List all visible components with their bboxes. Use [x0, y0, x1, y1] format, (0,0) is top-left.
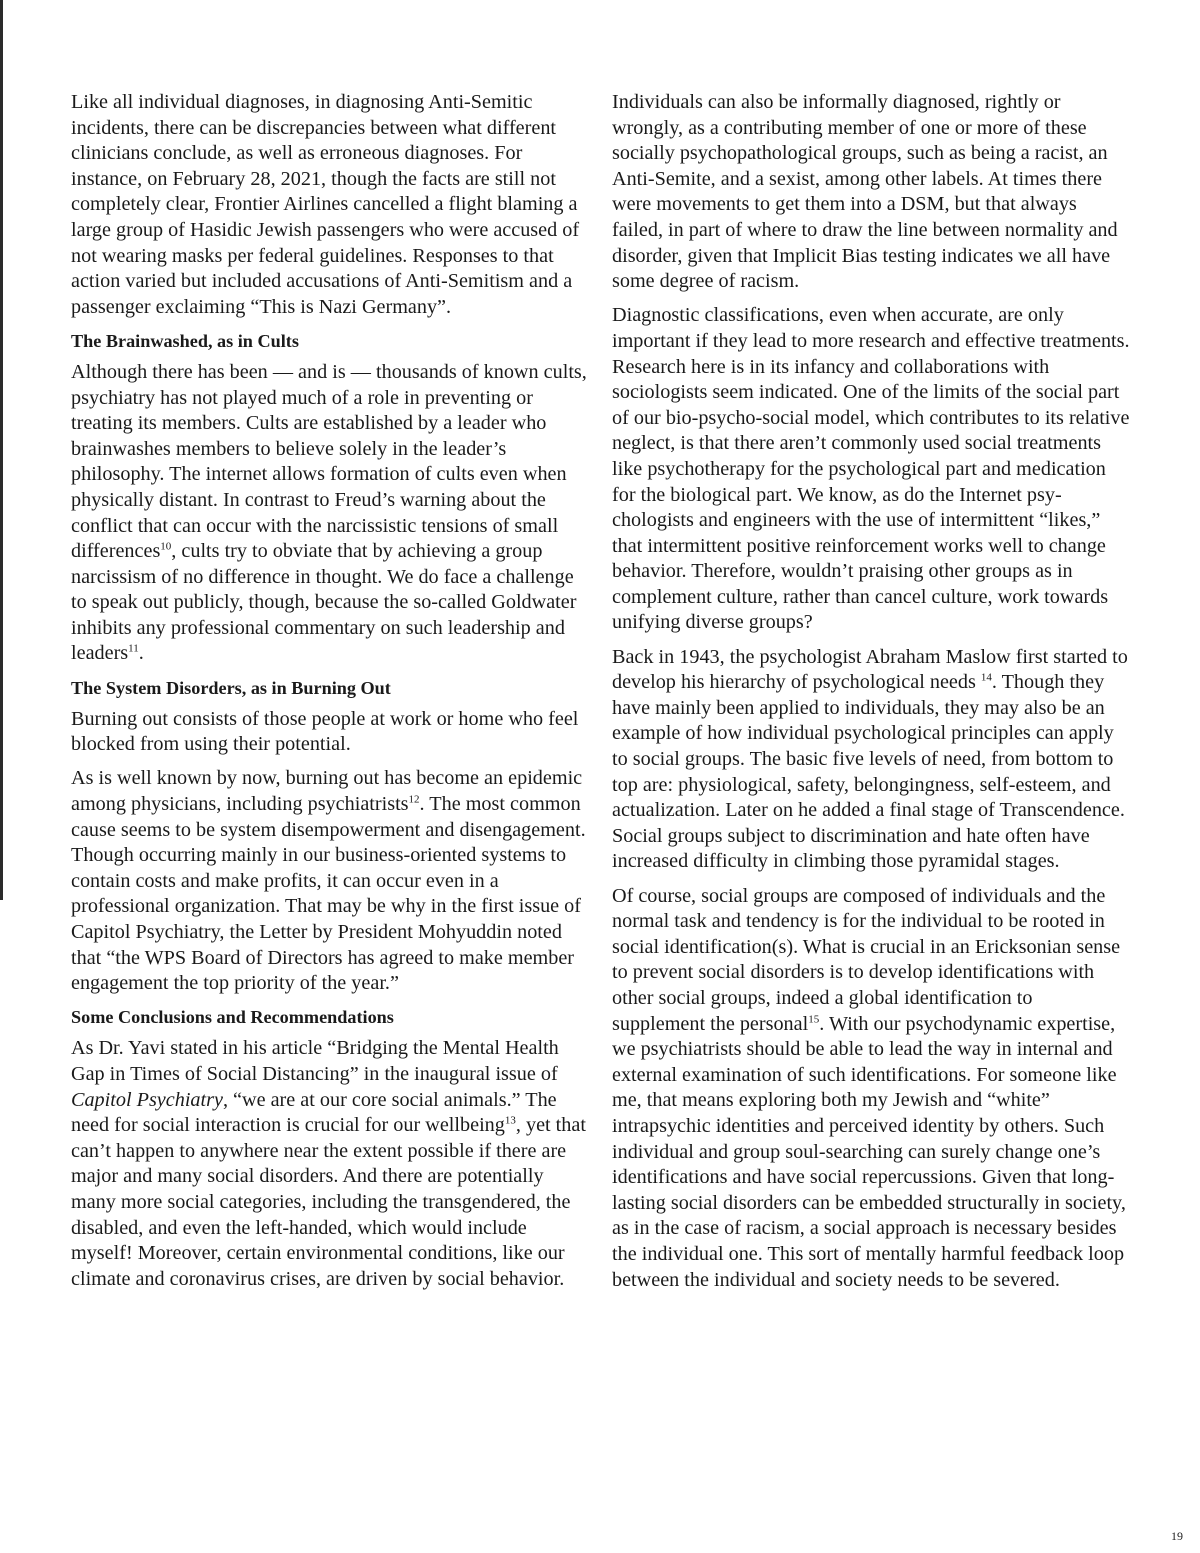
paragraph-burning-out-definition: Burning out consists of those people at work or home who feel blocked from using their potential. [71, 707, 579, 756]
paragraph-social-interaction [71, 1036, 589, 1292]
footnote-ref-14: 14 [980, 671, 992, 684]
heading-system-disorders: The System Disorders, as in Burning Out [71, 677, 391, 698]
paragraph-identification-text-2: . With our psychodynamic expertise, we psychiatrists should be able to lead the way in internal and external examination of such identifications. For someone like me, that means exploring both my Jewish and “white” intrapsychic identities and perceived identity by others. Such individual and group soul-searching can surely change one’s identifications and have social repercussions. Given that long-lasting social disorders can be embedded structurally in society, as in the case of racism, a social approach is necessary besides the individual one. This sort of mentally harmful feedback loop between the individual and society needs to be severed. [612, 1012, 1126, 1291]
footnote-ref-10: 10 [160, 540, 172, 553]
paragraph-social-text-3: , yet that can’t happen to anywhere near the extent possible if there are major and many social disorders. And there are potentially many more social categories, including the transgendered, the disabled, and even the left-handed, which would include myself! Moreover, certain environmental conditions, like our climate and coronavirus crises, are driven by social behavior. [71, 1114, 586, 1290]
paragraph-identification-text-1: Of course, social groups are composed of individuals and the normal task and tendency is for the individual to be rooted in social identification(s). What is crucial in an Ericksonian sense to prevent social disorders is to develop identifications with other social groups, indeed a global identification to supplement the personal [612, 884, 1121, 1035]
right-column [612, 90, 1130, 1302]
paragraph-antisemitic-diagnoses: Like all individual diagnoses, in diagnosing Anti-Semitic incidents, there can be discrepancies between what different clinicians conclude, as well as erroneous diagnoses. For instance, on February 28, 2021, though the facts are still not completely clear, Frontier Airlines cancelled a flight blaming a large group of Hasidic Jewish passengers who were accused of not wearing masks per federal guidelines. Responses to that action varied but included accusations of Anti-Semitism and a passenger exclaiming “This is Nazi Germany”. [71, 91, 580, 318]
page-number: 19 [1171, 1529, 1183, 1543]
page-edge-mark [0, 0, 3, 900]
heading-conclusions: Some Conclusions and Recommendations [71, 1007, 394, 1028]
paragraph-maslow-text-2: . Though they have mainly been applied to individuals, they may also be an example of how individual psychological principles can apply to social groups. The basic five levels of need, from bottom to top are: physiological, safety, belongingness, self-esteem, and actualization. Later on he added a final stage of Transcendence. Social groups subject to discrimination and hate often have increased difficulty in climbing those pyramidal stages. [612, 671, 1125, 873]
paragraph-social-identification [612, 884, 1130, 1294]
footnote-ref-13: 13 [504, 1114, 516, 1127]
paragraph-informal-diagnosis: Individuals can also be informally diagnosed, rightly or wrongly, as a contributing member of one or more of these socially psychopathological groups, such as being a racist, an Anti-Semite, and a sexist, among other labels. At times there were movements to get them into a DSM, but that always failed, in part of where to draw the line between normality and disorder, given that Implicit Bias testing indicates we all have some degree of racism. [612, 91, 1118, 293]
left-column [71, 90, 589, 1301]
footnote-ref-12: 12 [408, 793, 420, 806]
footnote-ref-15: 15 [808, 1012, 820, 1025]
paragraph-social-text-2: , “we are at our core social animals.” The need for social interaction is crucial for our wellbeing [71, 1088, 557, 1137]
paragraph-diagnostic-classifications: Diagnostic classifications, even when accurate, are only important if they lead to more research and effective treatments. Research here is in its infancy and collaborations with sociologists seem indicated. One of the limits of the social part of our bio-psycho-social model, which contributes to its relative neglect, is that there aren’t commonly used social treatments like psychotherapy for the psychological part and medication for the biological part. We know, as do the Internet psychologists and engineers with the use of intermittent “likes,” that intermittent positive reinforcement works well to change behavior. Therefore, wouldn’t praising other groups as in complement culture, rather than cancel culture, work towards unifying diverse groups? [612, 304, 1130, 634]
paragraph-maslow-text-1: Back in 1943, the psychologist Abraham Maslow first started to develop his hierarchy of psychological needs [612, 645, 1128, 694]
paragraph-cults-text-1: Although there has been — and is — thousands of known cults, psychiatry has not played much of a role in preventing or treating its members. Cults are established by a leader who brainwashes members to believe solely in the leader’s philosophy. The internet allows formation of cults even when physically distant. In contrast to Freud’s warning about the conflict that can occur with the narcissistic tensions of small differences [71, 360, 587, 563]
paragraph-cults [71, 360, 589, 667]
paragraph-epidemic-text-2: . The most common cause seems to be system disempowerment and disengagement. Though occurring mainly in our business-oriented systems to contain costs and make profits, it can occur even in a professional organization. That may be why in the first issue of Capitol Psychiatry, the Letter by President Mohyuddin noted that “the WPS Board of Directors has agreed to make member engagement the top priority of the year.” [71, 793, 586, 995]
paragraph-social-text-1: As Dr. Yavi stated in his article “Bridging the Mental Health Gap in Times of Social Distancing” in the inaugural issue of [71, 1037, 559, 1085]
paragraph-cults-text-3: . [138, 642, 144, 665]
paragraph-cults-text-2: , cults try to obviate that by achieving a group narcissism of no difference in thought. We do face a challenge to speak out publicly, though, because the so-called Goldwater inhibits any professional commentary on such leadership and leaders [71, 540, 577, 665]
paragraph-burning-out-epidemic [71, 766, 589, 996]
footnote-ref-11: 11 [128, 642, 139, 655]
journal-title: Capitol Psychiatry [71, 1088, 223, 1111]
paragraph-maslow [612, 645, 1130, 875]
heading-brainwashed-cults: The Brainwashed, as in Cults [71, 330, 299, 351]
paragraph-epidemic-text-1: As is well known by now, burning out has become an epidemic among physicians, including psychiatrists [71, 767, 583, 816]
